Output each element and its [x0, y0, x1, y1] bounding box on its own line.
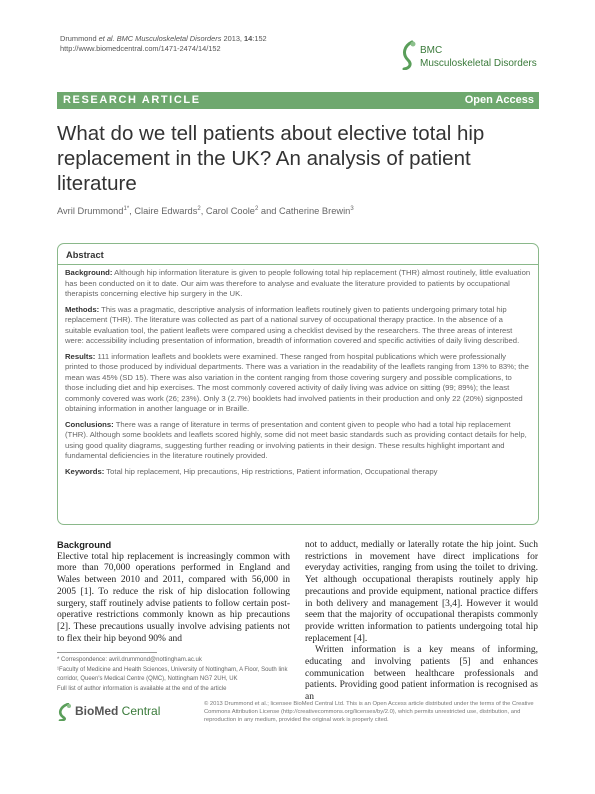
author-name[interactable]: Catherine Brewin	[279, 206, 351, 217]
abstract-box	[57, 243, 539, 525]
author-name[interactable]: Carol Coole	[205, 206, 255, 217]
footnotes	[57, 656, 290, 695]
footnote-divider	[57, 652, 157, 653]
correspondence-note[interactable]: * Correspondence: avril.drummond@nottingham.ac.uk	[57, 657, 202, 663]
citation-url[interactable]: http://www.biomedcentral.com/1471-2474/14/152	[60, 44, 221, 53]
author-name[interactable]: Avril Drummond	[57, 206, 124, 217]
affiliation-note: ¹Faculty of Medicine and Health Sciences, University of Nottingham, A Floor, South link corridor, Queen's Medical Centre (QMC), Nottingham NG7 2UH, UK	[57, 667, 288, 682]
abstract-keywords: Keywords: Total hip replacement, Hip precautions, Hip restrictions, Patient information, Occupational therapy	[65, 466, 438, 476]
abstract-methods: Methods: This was a pragmatic, descriptive analysis of information leaflets routinely given to patients undergoing primary total hip replacement (THR). The literature was collected as part of a national survey of occupational therapy practice. In the absence of a suitable evaluation tool, the patient leaflets were compared using a checklist devised by the researchers. The three areas of interest were: accessibility including presentation of information, breadth of information covered and specific activities of daily living described.	[65, 304, 520, 345]
body-column-left	[57, 540, 290, 645]
bmc-swirl-icon	[400, 40, 418, 70]
citation-line: Drummond et al. BMC Musculoskeletal Disorders 2013, 14:152	[60, 34, 267, 43]
publisher-logo[interactable]	[57, 702, 177, 724]
abstract-body	[65, 268, 531, 482]
journal-brand: BMC	[420, 45, 443, 56]
section-heading: Background	[57, 540, 112, 550]
biomed-central-swirl-icon	[57, 703, 73, 721]
article-title: What do we tell patients about elective total hip replacement in the UK? An analysis of patient literature	[57, 122, 485, 195]
journal-name: Musculoskeletal Disorders	[420, 58, 537, 69]
license-text: © 2013 Drummond et al.; licensee BioMed Central Ltd. This is an Open Access article distributed under the terms of the Creative Commons Attribution License (http://creativecommons.org/licenses/by/2.0), which permits unrestricted use, distribution, and reproduction in any medium, provided the original work is properly cited.	[204, 701, 534, 723]
body-paragraph: Elective total hip replacement is increasingly common with more than 70,000 operations performed in England and Wales between 2010 and 2011, compared with 56,000 in 2005 [1]. To reduce the risk of hip dislocation following surgery, staff routinely advise patients to follow certain post-operative restrictions commonly known as hip precautions [2]. These precautions usually involve advising patients not to flex their hip beyond 90% and	[57, 551, 290, 644]
body-paragraph: not to adduct, medially or laterally rotate the hip joint. Such restrictions in movement have direct implications for everyday activities, ranging from using the toilet to driving. Yet although occupational therapists routinely apply hip precautions and provide equipment, national practice differs in both delivery and management [3,4]. However it would seem that the majority of occupational therapists commonly provide written information to patients undergoing total hip replacement [4].	[305, 540, 538, 644]
article-type-banner	[57, 92, 539, 109]
abstract-divider	[58, 264, 538, 265]
body-column-right	[305, 540, 538, 704]
abstract-heading: Abstract	[66, 250, 104, 260]
journal-logo[interactable]	[400, 38, 540, 74]
abstract-background: Background: Although hip information literature is given to people following total hip replacement (THR) almost routinely, little evaluation has been conducted on it to date. Our aim was therefore to analyse and evaluate the literature provided to patients by occupational therapists concerning elective hip surgery in the UK.	[65, 268, 531, 298]
open-access-label: Open Access	[464, 94, 534, 106]
author-list: Avril Drummond$^{1*}$, Claire Edwards$^2$, Carol Coole$^2$ and Catherine Brewin$^3$	[57, 206, 354, 217]
publisher-name: BioMed Central	[75, 704, 161, 718]
article-type-label: RESEARCH ARTICLE	[63, 94, 201, 106]
author-info-note: Full list of author information is available at the end of the article	[57, 685, 227, 692]
abstract-results: Results: 111 information leaflets and booklets were examined. These ranged from hospital publications which were professionally printed to those produced by individual departments. There was a variation in the readability of the leaflets ranging from 13% to 83%; the mean was 45% (SD 15). There was also variation in the content ranging from those covering surgery and possible complications, to those including diet and hip exercises. The most commonly covered activity of daily living was advice on sitting (99; 89%); the least commonly covered was work (26; 23%). Only 3 (2.7%) booklets had involved patients in their production and only 22 (20%) signposted obtaining information in another language or in Braille.	[65, 351, 529, 413]
abstract-conclusions: Conclusions: There was a range of literature in terms of presentation and content given to people who had a total hip replacement (THR). Although some booklets and leaflets scored highly, some did not meet basic standards such as providing contact details for help, using good quality diagrams, suggesting further reading or involving patients in their design. These results highlight important and fundamental deficiencies in the literature routinely provided.	[65, 419, 527, 460]
citation-header	[60, 34, 267, 54]
body-paragraph: Written information is a key means of informing, educating and involving patients [5] and enhances communication between healthcare professionals and patients. Providing good patient information is recognised as an	[305, 645, 538, 703]
author-name[interactable]: Claire Edwards	[134, 206, 198, 217]
